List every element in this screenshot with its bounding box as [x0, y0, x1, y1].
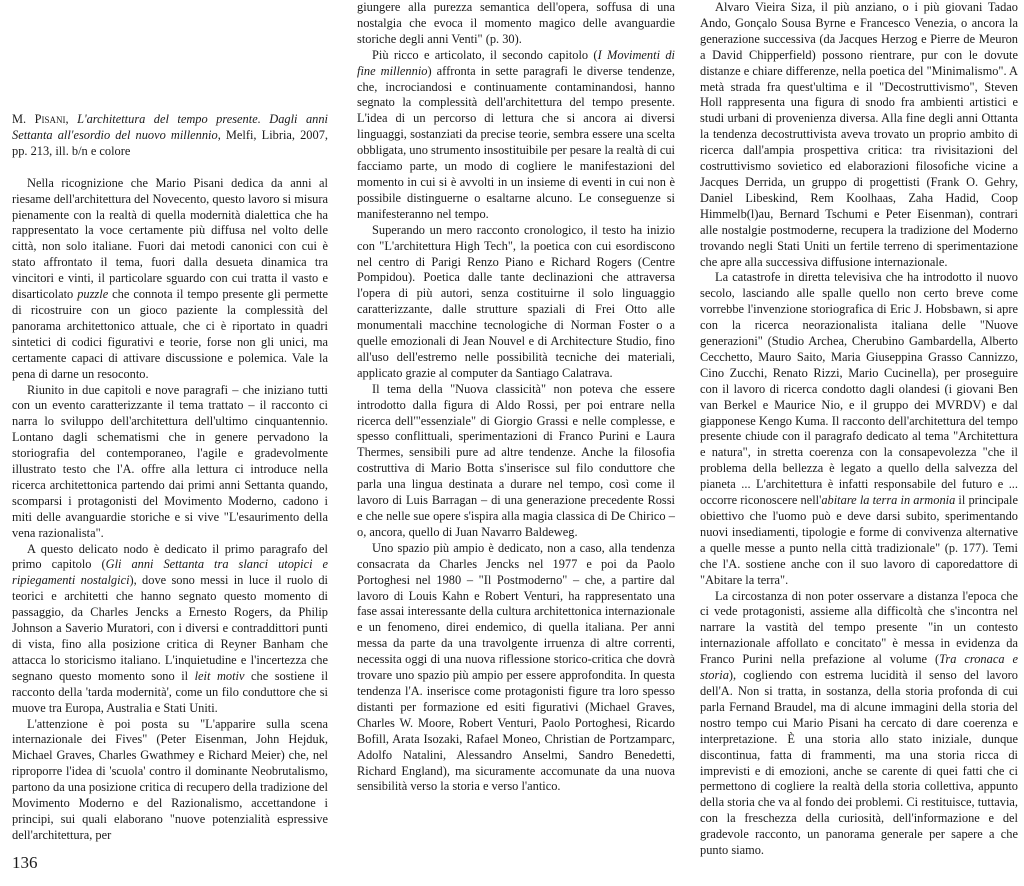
citation-details: , Melfi, Libria, 2007, pp. 213, ill. b/n e colore [12, 127, 328, 158]
paragraph: Riunito in due capitoli e nove paragrafi – che iniziano tutti con un evento caratterizzante il tema trattato – il racconto ci narra lo sviluppo dell'architettura dell'ultimo cinquantennio. Lontano dagli schematismi che in genere pervadono la storiografia del contemporaneo, l'agile e gradevolmente illustrato testo che l'A. offre alla lettura ci introduce nella ricerca architettonica partendo dai primi anni Settanta quando, scomparsi i protagonisti del Movimento Moderno, cadono i miti delle avanguardie storiche e si vive "L'esaurimento della vena razionalista". [12, 382, 328, 540]
paragraph: Il tema della "Nuova classicità" non poteva che essere introdotto dalla figura di Aldo Rossi, per poi entrare nella ricerca dell'"essenziale" di Giorgio Grassi e nelle complesse, e spesso conflittuali, sperimentazioni di Franco Purini e Laura Thermes, sensibili pure ad altre tendenze. Anche la filosofia costruttiva di Mario Botta s'inserisce sul filo conduttore che parla una lingua destinata a durare nel tempo, così come il lavoro di Luis Barragan – di una generazione precedente Rossi e che nelle sue opere s'ispira alla magia classica di De Chirico – o, ancora, quello di Juan Navarro Baldeweg. [357, 381, 675, 539]
paragraph: Alvaro Vieira Siza, il più anziano, o i più giovani Tadao Ando, Gonçalo Sousa Byrne e Francesco Venezia, o ancora la generazione successiva (da Jacques Herzog e Pierre de Meuron a David Chipperfield) possono rientrare, pur con le dovute distanze e chiare differenze, nella poetica del "Minimalismo". A metà strada fra quest'ultima e il "Decostruttivismo", Steven Holl rappresenta una figura di snodo fra ambienti artistici e studi urbani di provenienza diversa. Alla fine degli anni Ottanta la tendenza decostruttivista aveva trovato un proprio ambito di ricerca dall'ampia prospettiva critica: tra rivisitazioni del costruttivismo sovietico ed elaborazioni filosofiche vicine a Jacques Derrida, un gruppo di progettisti (Frank O. Gehry, Daniel Libeskind, Rem Koolhaas, Zaha Hadid, Coop Himmelb(l)au, Bernard Tschumi e Peter Eisenman), contrari alle nostalgie postmoderne, recupera la tradizione del Moderno trovando negli Stati Uniti un fertile terreno di sperimentazione che apre alla successiva diffusione internazionale. [700, 0, 1018, 269]
paragraph: La circostanza di non poter osservare a distanza l'epoca che ci vede protagonisti, assieme alla difficoltà che s'incontra nel narrare la vastità del tempo presente "in un contesto internazionale affollato e concitato" è messa in evidenza da Franco Purini nella prefazione al volume (Tra cronaca e storia), cogliendo con estrema lucidità il senso del lavoro dell'A. Non si tratta, in sostanza, della storia profonda di cui parla Fernand Braudel, ma di alcune immagini della storia del nostro tempo cui Mario Pisani ha cercato di dare coerenza e interpretazione. È una storia allo stato iniziale, dunque discontinua, fatta di frammenti, ma una storia ricca di imprevisti e di emozioni, anche se carente di quei fatti che ci permettono di cogliere la realtà della storia collettiva, appunto della storia che va al fondo dei problemi. Ci restituisce, tuttavia, con la freschezza della curiosità, dell'informazione e del gradevole racconto, un panorama generale per sapere a che punto siamo. [700, 588, 1018, 858]
citation-title: L'architettura del tempo presente. Dagli anni Settanta all'esordio del nuovo millennio [12, 112, 328, 142]
column-middle [357, 0, 675, 795]
column-left [12, 0, 328, 844]
paragraph: Più ricco e articolato, il secondo capitolo (I Movimenti di fine millennio) affronta in sette paragrafi le diverse tendenze, che, incrociandosi e continuamente contaminandosi, hanno segnato la complessità dell'architettura del tempo presente. L'idea di un percorso di lettura che si ancora ai diversi linguaggi, sostanziati da precise teorie, sembra essere una scelta obbligata, uno strumento insostituibile per pesare la realtà di cui facciamo parte, un modo di cogliere le manifestazioni del momento in cui si è avvolti in un insieme di eventi in cui non è possibile distinguerne o esaltarne alcuno. Le conseguenze si manifesteranno nel tempo. [357, 47, 676, 221]
paragraph: Uno spazio più ampio è dedicato, non a caso, alla tendenza consacrata da Charles Jencks nel 1977 e poi da Paolo Portoghesi nel 1980 – "Il Postmoderno" – che, a partire dal lavoro di Louis Kahn e Robert Venturi, ha rappresentato una fase assai interessante della cultura architettonica internazionale e un fenomeno, direi endemico, di quella italiana. Per anni messa da parte da una travolgente irruenza di altre correnti, necessita oggi di una nuova riflessione storico-critica che dovrà trovare uno spazio più ampio per essere approfondita. In questa tendenza l'A. inserisce come protagonisti figure tra loro spesso distanti per formazione ed esiti figurativi (Michael Graves, Charles W. Moore, Robert Venturi, Paolo Portoghesi, Ricardo Bofill, Arata Isozaki, Rafael Moneo, Christian de Portzamparc, Adolfo Natalini, Alessandro Anselmi, Sandro Benedetti, Richard England), ma sicuramente accomunate da una nuova sensibilità verso la storia e verso l'antico. [357, 540, 675, 794]
paragraph: La catastrofe in diretta televisiva che ha introdotto il nuovo secolo, lasciando alle spalle quello non certo breve come vorrebbe l'invenzione storiografica di Eric J. Hobsbawn, si apre con la ricerca neorazionalista italiana delle "Nuove generazioni" (Studio Archea, Cherubino Gambardella, Alberto Cecchetto, Mauro Saito, Maria Giuseppina Grasso Cannizzo, Cino Zucchi, Renato Rizzi, Mario Cucinella), per proseguire con il lavoro di ricerca condotto dagli olandesi (i giovani Ben van Berkel e Maurice Nio, e il gruppo dei MVRDV) e dal giapponese Kengo Kuma. Il racconto dell'architettura del tempo presente chiude con il paragrafo dedicato al tema "Architettura e natura", in stretta coerenza con la consapevolezza "che il problema della bellezza è legato a quello della salvezza del pianeta ... L'architettura è infatti responsabile del futuro e ... occorre riconoscere nell'abitare la terra in armonia il principale obiettivo che l'uomo può e deve darsi subito, sperimentando nuovi insediamenti, tipologie e forme di convivenza alternative a quelle messe a punto nella città tradizionale" (p. 177). Temi che l'A. sostiene anche con il suo lavoro di caporedattore di "Abitare la terra". [700, 270, 1018, 587]
book-citation: M. Pisani, L'architettura del tempo presente. Dagli anni Settanta all'esordio del nuovo millennio, Melfi, Libria, 2007, pp. 213, ill. b/n e colore [12, 112, 328, 158]
paragraph: giungere alla purezza semantica dell'opera, soffusa di una nostalgia che evoca il momento magico delle avanguardie storiche degli anni Venti" (p. 30). [357, 0, 675, 46]
citation-author: M. Pisani [12, 112, 66, 126]
page-number: 136 [12, 853, 38, 872]
paragraph: Nella ricognizione che Mario Pisani dedica da anni al riesame dell'architettura del Novecento, questo lavoro si misura pienamente con la realtà di quella modernità dialettica che ha rappresentato la voce certamente più diffusa nel volto delle città, non solo italiane. Fuori dai metodi canonici con cui è stato affrontato il tema, fuori dalla desueta dinamica tra vincitori e vinti, il particolare sguardo con cui tratta il vasto e disarticolato puzzle che connota il tempo presente gli permette di ricostruire con un gioco paziente la complessità del panorama architettonico attuale, che ci è riportato in quadri sintetici di codici figurativi e teorie, forse non gli unici, ma certamente capaci di attivare discussione e polemica. Vale la pena di darne un resoconto. [12, 175, 328, 381]
paragraph: L'attenzione è poi posta su "L'apparire sulla scena internazionale dei Fives" (Peter Eisenman, John Hejduk, Michael Graves, Charles Gwathmey e Richard Meier) che, nel riproporre l'idea di 'scuola' contro il dominante Neobrutalismo, partono da una posizione critica di recupero della tradizione del Movimento Moderno e del Razionalismo, accettandone i principi, sui quali elaborano "nuove potenzialità espressive dell'architettura, per [12, 716, 328, 842]
paragraph: A questo delicato nodo è dedicato il primo paragrafo del primo capitolo (Gli anni Settanta tra slanci utopici e ripiegamenti nostalgici), dove sono messi in luce il ruolo di teorici e architetti che hanno segnato questo momento di passaggio, da Charles Jencks a Ernesto Rogers, da Philip Johnson a Saverio Muratori, con i diversi e contraddittori punti di vista, fino alla posizione critica di Reyner Banham che attacca lo storicismo italiano. L'inquietudine e l'incertezza che segnano questo momento sono il leit motiv che sostiene il racconto della 'tarda modernità', come un filo conduttore che si muove tra Europa, Australia e Stati Uniti. [12, 541, 329, 715]
column-right [700, 0, 1018, 859]
paragraph: Superando un mero racconto cronologico, il testo ha inizio con "L'architettura High Tech", la poetica con cui esordiscono nel centro di Parigi Renzo Piano e Richard Rogers (Centre Pompidou). Poetica dalle tante declinazioni che attraversa l'opera di più autori, senza costituirne il solo linguaggio caratterizzante, dalle strutture spaziali di Frei Otto alle monumentali macchine tecnologiche di Norman Foster o a quelle emozionali di Jean Nouvel e di Architecture Studio, fino all'uso dell'estremo nelle possibilità tecniche dei materiali, applicato grazie al computer da Santiago Calatrava. [357, 222, 675, 380]
